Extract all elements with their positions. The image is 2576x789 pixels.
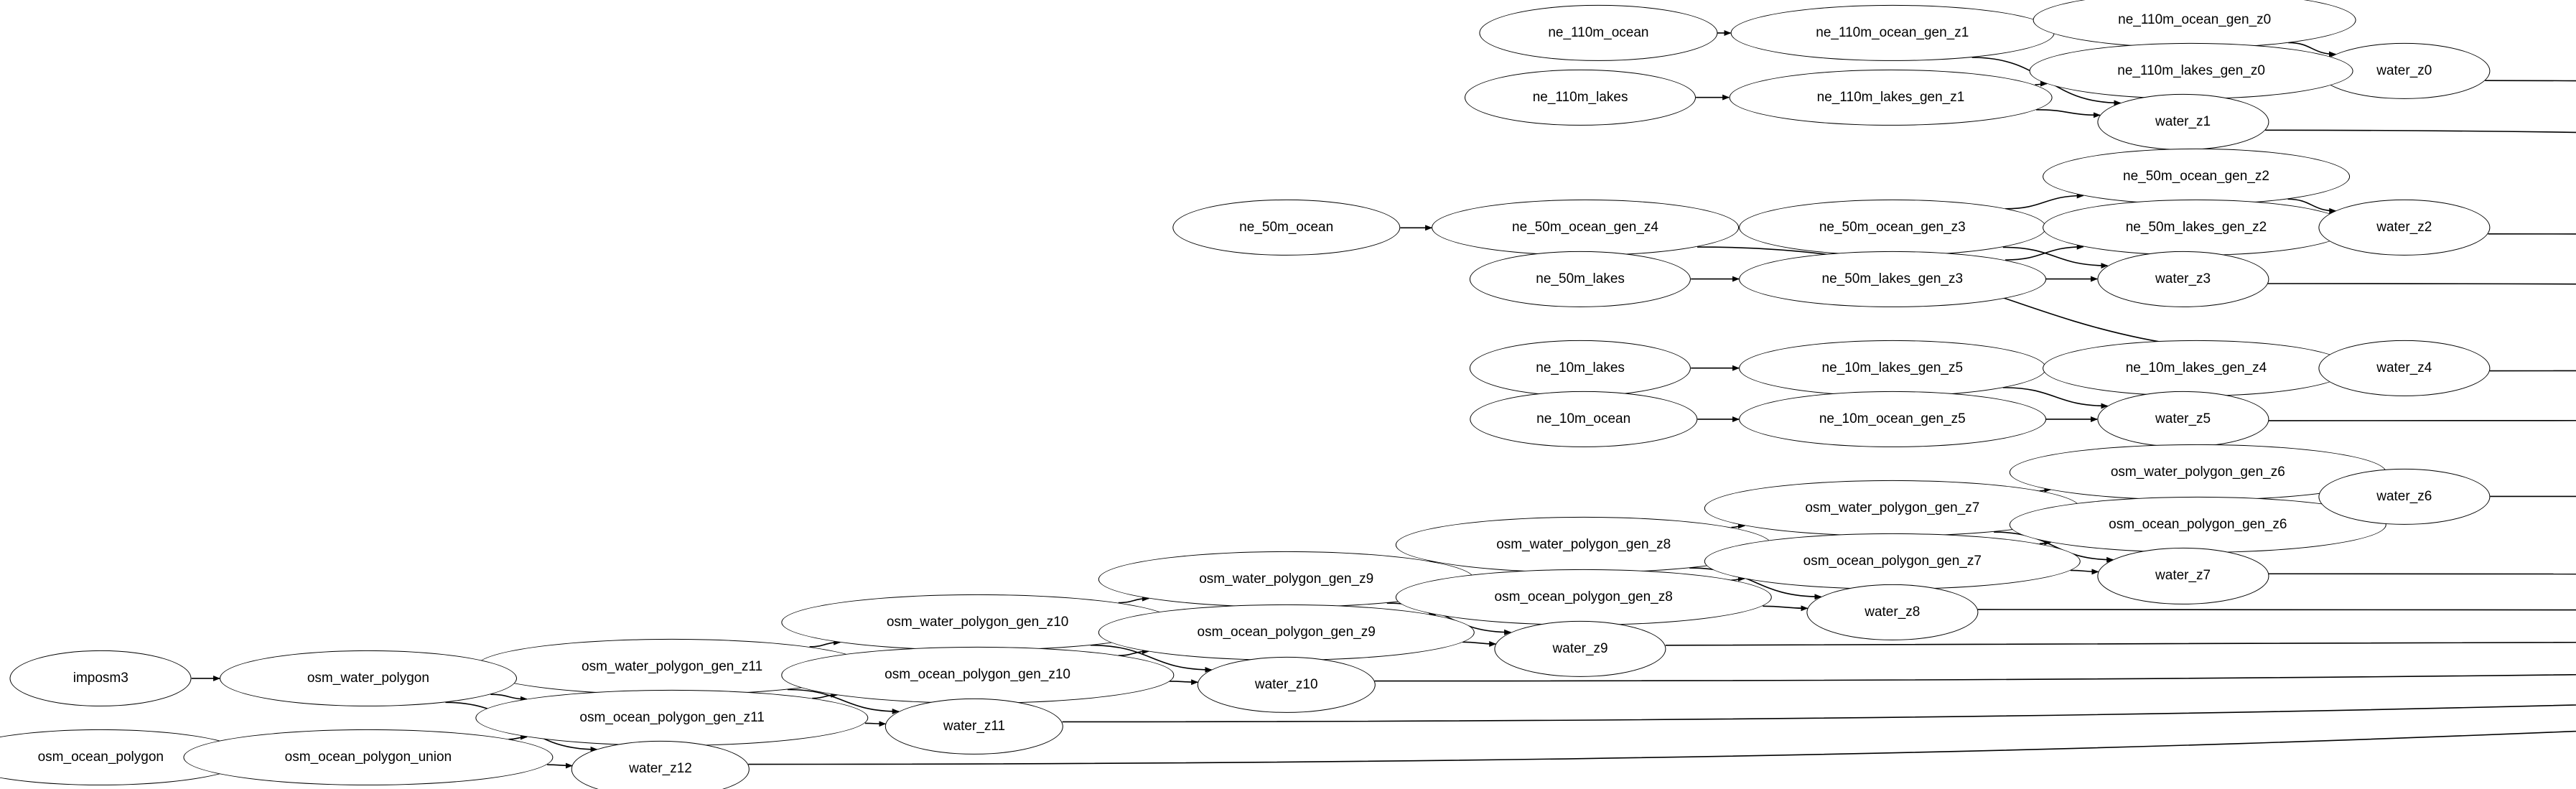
graph-edge-water_z9-to-layer_water (1666, 632, 2576, 645)
graph-node-label: osm_water_polygon_gen_z10 (886, 614, 1069, 630)
graph-node-label: water_z7 (2155, 568, 2211, 584)
graph-edge-ne_110m_lakes_gen_z1-to-water_z1 (2036, 110, 2100, 116)
graph-node-ne_10m_lakes_gen_z5[interactable] (1739, 340, 2046, 396)
graph-edge-water_z4-to-layer_water (2490, 368, 2576, 371)
graph-node-label: osm_water_polygon_gen_z9 (1199, 571, 1374, 587)
graph-edge-water_z0-to-layer_water (2485, 80, 2576, 325)
graph-edge-osm_ocean_polygon_gen_z11-to-osm_ocean_polygon_gen_z10 (812, 695, 837, 699)
graph-node-label: water_z11 (943, 718, 1006, 734)
graph-edge-osm_ocean_polygon_gen_z7-to-water_z7 (2071, 570, 2099, 571)
graph-node-imposm3[interactable] (10, 650, 192, 706)
graph-node-water_z3[interactable] (2097, 251, 2269, 307)
graph-node-label: osm_water_polygon (307, 670, 429, 686)
graph-edge-water_z8-to-layer_water (1978, 610, 2576, 612)
graph-edge-water_z5-to-layer_water (2269, 419, 2576, 421)
graph-node-label: water_z0 (2376, 62, 2432, 78)
graph-node-label: water_z3 (2155, 271, 2211, 286)
graph-edge-ne_50m_ocean_gen_z3-to-ne_50m_ocean_gen_z2 (2005, 195, 2083, 208)
graph-node-ne_10m_ocean[interactable] (1470, 391, 1697, 447)
graph-node-label: osm_water_polygon_gen_z6 (2110, 464, 2285, 480)
graph-node-ne_50m_ocean_gen_z3[interactable] (1739, 200, 2046, 256)
graph-node-label: ne_110m_lakes (1532, 89, 1628, 105)
graph-node-ne_50m_ocean_gen_z2[interactable] (2043, 149, 2350, 205)
graph-node-label: water_z6 (2376, 489, 2432, 505)
graph-node-label: water_z5 (2155, 411, 2211, 426)
graph-node-label: ne_50m_ocean_gen_z2 (2123, 169, 2269, 184)
graph-node-label: osm_ocean_polygon_union (284, 750, 452, 765)
graph-node-label: ne_110m_ocean (1548, 24, 1649, 40)
graph-node-label: osm_water_polygon_gen_z11 (582, 658, 763, 674)
graph-node-osm_ocean_polygon_gen_z7[interactable] (1704, 533, 2081, 589)
graph-edge-osm_water_polygon-to-osm_ocean_polygon_gen_z11 (490, 694, 527, 699)
graph-node-ne_110m_lakes_gen_z0[interactable] (2030, 43, 2353, 99)
graph-node-ne_110m_ocean_gen_z1[interactable] (1730, 5, 2054, 61)
graph-node-label: water_z2 (2376, 220, 2432, 235)
graph-node-ne_110m_ocean[interactable] (1480, 5, 1717, 61)
graph-node-label: ne_10m_ocean (1536, 411, 1631, 426)
graph-node-label: osm_ocean_polygon_gen_z7 (1803, 553, 1982, 569)
graph-node-osm_ocean_polygon_gen_z10[interactable] (781, 647, 1174, 703)
graph-node-label: osm_ocean_polygon_gen_z6 (2109, 517, 2287, 533)
graph-node-osm_ocean_polygon_gen_z9[interactable] (1098, 604, 1474, 660)
graph-node-label: water_z12 (629, 761, 692, 777)
graph-node-label: ne_10m_lakes_gen_z4 (2125, 360, 2267, 375)
graph-node-water_z1[interactable] (2097, 94, 2269, 150)
graph-edge-water_z7-to-layer_water (2269, 574, 2576, 576)
graph-edge-water_z2-to-layer_water (2488, 234, 2576, 325)
graph-node-label: ne_110m_lakes_gen_z0 (2117, 62, 2265, 78)
graph-node-ne_10m_ocean_gen_z5[interactable] (1739, 391, 2046, 447)
graph-node-water_z6[interactable] (2318, 469, 2490, 525)
graph-node-water_z5[interactable] (2097, 391, 2269, 447)
graph-node-ne_10m_lakes_gen_z4[interactable] (2043, 340, 2350, 396)
graph-node-water_z10[interactable] (1197, 657, 1375, 713)
graph-node-ne_110m_lakes[interactable] (1465, 70, 1696, 126)
graph-node-water_z8[interactable] (1806, 584, 1978, 640)
graph-edge-osm_ocean_polygon_gen_z8-to-water_z8 (1763, 606, 1807, 608)
graph-node-label: ne_10m_ocean_gen_z5 (1819, 411, 1966, 426)
graph-node-osm_ocean_polygon_union[interactable] (183, 729, 553, 785)
graph-edge-water_z6-to-layer_water (2490, 496, 2576, 497)
graph-edge-osm_water_polygon_gen_z10-to-osm_water_polygon_gen_z9 (1119, 599, 1149, 603)
graph-node-label: osm_ocean_polygon_gen_z11 (579, 710, 765, 726)
graph-edge-water_z3-to-layer_water (2268, 284, 2576, 325)
graph-node-label: ne_50m_lakes_gen_z3 (1821, 271, 1964, 286)
graph-node-water_z9[interactable] (1495, 620, 1666, 676)
graph-edge-osm_ocean_polygon_gen_z9-to-water_z9 (1462, 642, 1495, 644)
graph-node-osm_water_polygon[interactable] (220, 650, 517, 706)
graph-node-label: ne_50m_ocean_gen_z3 (1819, 220, 1966, 235)
graph-node-label: ne_110m_lakes_gen_z1 (1816, 89, 1965, 105)
graph-node-label: ne_10m_lakes (1536, 360, 1625, 375)
graph-node-water_z2[interactable] (2318, 200, 2490, 256)
graph-node-ne_10m_lakes[interactable] (1470, 340, 1691, 396)
graph-node-label: ne_50m_lakes_gen_z2 (2125, 220, 2267, 235)
graph-node-ne_50m_ocean_gen_z4[interactable] (1432, 200, 1739, 256)
graph-node-ne_50m_lakes_gen_z3[interactable] (1739, 251, 2046, 307)
graph-node-label: ne_50m_lakes (1536, 271, 1625, 286)
graph-node-label: water_z10 (1254, 677, 1318, 693)
graph-edge-osm_ocean_polygon_gen_z11-to-water_z11 (865, 723, 885, 724)
graph-node-water_z7[interactable] (2097, 548, 2269, 604)
graph-node-ne_110m_lakes_gen_z1[interactable] (1729, 70, 2053, 126)
graph-node-label: ne_110m_ocean_gen_z0 (2118, 11, 2272, 27)
graph-node-label: ne_50m_ocean_gen_z4 (1512, 220, 1658, 235)
graph-node-label: water_z9 (1552, 640, 1608, 656)
graph-node-label: osm_ocean_polygon_gen_z8 (1494, 589, 1673, 605)
graph-edge-osm_ocean_polygon_gen_z10-to-osm_ocean_polygon_gen_z9 (1119, 651, 1149, 655)
graph-node-osm_ocean_polygon_gen_z8[interactable] (1395, 569, 1771, 625)
graph-node-water_z12[interactable] (571, 741, 750, 789)
graph-node-ne_50m_ocean[interactable] (1172, 200, 1400, 256)
graph-node-label: ne_50m_ocean (1239, 220, 1334, 235)
graph-node-label: ne_10m_lakes_gen_z5 (1821, 360, 1964, 375)
graph-node-label: water_z8 (1865, 604, 1921, 620)
graph-node-water_z4[interactable] (2318, 340, 2490, 396)
graph-edge-osm_water_polygon_gen_z11-to-osm_water_polygon_gen_z10 (810, 643, 841, 647)
graph-node-ne_50m_lakes[interactable] (1470, 251, 1691, 307)
graph-node-label: ne_110m_ocean_gen_z1 (1816, 24, 1969, 40)
graph-edge-ne_50m_lakes_gen_z3-to-ne_50m_lakes_gen_z2 (2005, 247, 2083, 260)
graph-node-label: osm_water_polygon_gen_z8 (1496, 536, 1671, 552)
graph-node-label: osm_water_polygon_gen_z7 (1805, 500, 1980, 516)
graph-edge-osm_ocean_polygon_union-to-osm_ocean_polygon_gen_z11 (508, 737, 527, 739)
graph-node-water_z11[interactable] (885, 699, 1063, 755)
graph-node-label: osm_ocean_polygon_gen_z10 (885, 667, 1071, 683)
graph-node-label: osm_ocean_polygon_gen_z9 (1197, 624, 1376, 640)
graph-node-label: imposm3 (73, 670, 129, 686)
graph-node-osm_ocean_polygon_gen_z11[interactable] (475, 690, 868, 746)
graph-node-ne_110m_ocean_gen_z0[interactable] (2033, 0, 2356, 48)
graph-node-ne_50m_lakes_gen_z2[interactable] (2043, 200, 2350, 256)
graph-node-label: water_z4 (2376, 360, 2432, 375)
graph-edge-osm_ocean_polygon_gen_z10-to-water_z10 (1170, 681, 1198, 682)
graph-node-label: osm_ocean_polygon (37, 750, 164, 765)
graph-node-label: water_z1 (2155, 114, 2211, 130)
